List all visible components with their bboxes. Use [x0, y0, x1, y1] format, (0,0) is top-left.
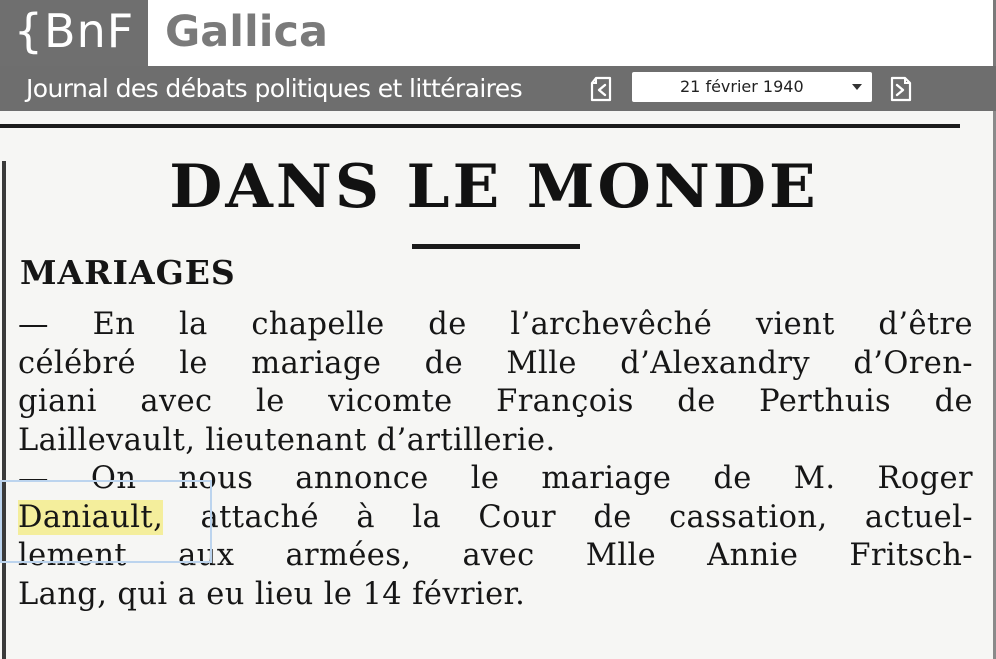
newspaper-scan-viewer[interactable] — [0, 111, 996, 659]
chevron-down-icon — [852, 84, 862, 90]
text-line: célébré le mariage de Mlle d’Alexandry d’Oren- — [18, 345, 973, 381]
article-body — [18, 306, 973, 614]
issue-date-select[interactable] — [632, 72, 872, 102]
search-hit-box — [0, 480, 212, 563]
bnf-logo[interactable]: {BnF — [0, 0, 148, 66]
gallica-title[interactable]: Gallica — [165, 7, 329, 57]
text-line: lement aux armées, avec Mlle Annie Fritsch- — [18, 538, 973, 573]
column-left-rule — [2, 161, 6, 659]
column-top-rule — [0, 124, 960, 128]
next-issue-icon[interactable] — [886, 75, 914, 103]
top-bar — [0, 0, 996, 66]
document-title: Journal des débats politiques et littéraires — [26, 74, 523, 103]
text-line: giani avec le vicomte François de Perthuis de — [18, 384, 973, 419]
text-line: — En la chapelle de l’archevêché vient d’être — [18, 307, 973, 342]
article-headline: DANS LE MONDE — [169, 152, 819, 222]
section-heading: MARIAGES — [20, 253, 236, 292]
previous-issue-icon[interactable] — [588, 75, 616, 103]
text-line: — On nous annonce le mariage de M. Roger — [18, 461, 973, 496]
text-line-rest: attaché à la Cour de cassation, actuel- — [200, 499, 973, 535]
text-line: Lang, qui a eu lieu le 14 février. — [18, 576, 526, 612]
issue-date-value: 21 février 1940 — [680, 77, 804, 96]
text-line: Laillevault, lieutenant d’artillerie. — [18, 422, 556, 458]
search-highlight[interactable]: Daniault, — [18, 499, 164, 535]
headline-underline — [412, 244, 580, 249]
